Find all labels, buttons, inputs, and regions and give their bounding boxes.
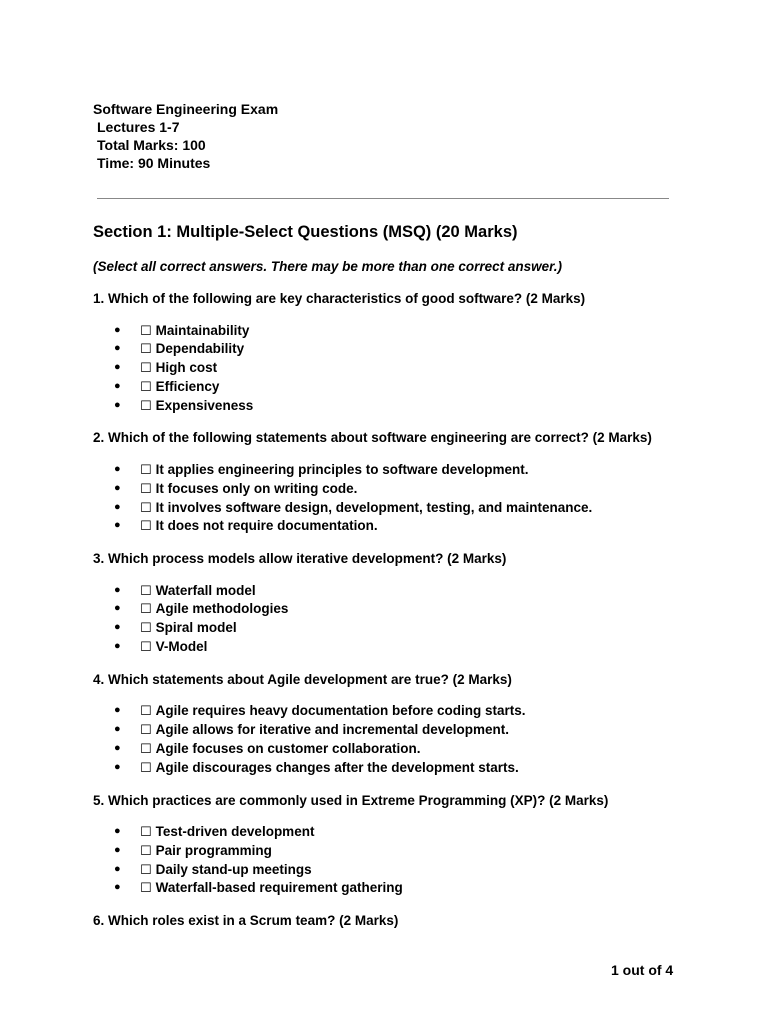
- checkbox-icon[interactable]: ☐: [140, 640, 152, 656]
- exam-lectures: Lectures 1-7: [97, 119, 180, 135]
- option-list: [93, 461, 683, 536]
- checkbox-icon[interactable]: ☐: [140, 825, 152, 841]
- option-list: [93, 582, 683, 657]
- option-label: It does not require documentation.: [155, 518, 378, 534]
- exam-header: [93, 100, 278, 172]
- option-label: Agile focuses on customer collaboration.: [155, 740, 421, 756]
- bullet-icon: ●: [114, 843, 121, 856]
- option-label: Test-driven development: [155, 824, 315, 840]
- option-label: Agile requires heavy documentation before coding starts.: [155, 703, 526, 719]
- option-item: [93, 619, 683, 638]
- question-text: 6. Which roles exist in a Scrum team? (2 Marks): [93, 913, 399, 929]
- checkbox-icon[interactable]: ☐: [140, 519, 152, 535]
- section-title: Section 1: Multiple-Select Questions (MSQ) (20 Marks): [93, 223, 518, 241]
- checkbox-icon[interactable]: ☐: [140, 621, 152, 637]
- checkbox-icon[interactable]: ☐: [140, 462, 152, 478]
- bullet-icon: ●: [114, 500, 121, 513]
- checkbox-icon[interactable]: ☐: [140, 602, 152, 618]
- option-item: [93, 823, 683, 842]
- bullet-icon: ●: [114, 704, 121, 717]
- option-item: [93, 759, 683, 778]
- option-label: Maintainability: [155, 322, 250, 338]
- option-label: Dependability: [155, 341, 245, 357]
- option-item: [93, 638, 683, 657]
- bullet-icon: ●: [114, 602, 121, 615]
- question-list: [93, 290, 683, 930]
- option-item: [93, 861, 683, 880]
- bullet-icon: ●: [114, 519, 121, 532]
- bullet-icon: ●: [114, 481, 121, 494]
- checkbox-icon[interactable]: ☐: [140, 481, 152, 497]
- checkbox-icon[interactable]: ☐: [140, 723, 152, 739]
- bullet-icon: ●: [114, 640, 121, 653]
- bullet-icon: ●: [114, 862, 121, 875]
- checkbox-icon[interactable]: ☐: [140, 843, 152, 859]
- bullet-icon: ●: [114, 398, 121, 411]
- option-label: Spiral model: [155, 620, 237, 636]
- option-label: Agile allows for iterative and incremental development.: [155, 722, 510, 738]
- option-label: Agile discourages changes after the development starts.: [155, 759, 519, 775]
- section-content: [93, 221, 683, 944]
- option-item: [93, 480, 683, 499]
- horizontal-divider: [97, 198, 669, 199]
- bullet-icon: ●: [114, 760, 121, 773]
- option-item: [93, 740, 683, 759]
- option-label: V-Model: [155, 639, 208, 655]
- option-label: Waterfall model: [155, 582, 256, 598]
- option-list: [93, 823, 683, 898]
- checkbox-icon[interactable]: ☐: [140, 379, 152, 395]
- bullet-icon: ●: [114, 583, 121, 596]
- bullet-icon: ●: [114, 323, 121, 336]
- option-item: [93, 702, 683, 721]
- option-label: Daily stand-up meetings: [155, 861, 312, 877]
- option-label: Efficiency: [155, 378, 220, 394]
- option-item: [93, 582, 683, 601]
- option-item: [93, 340, 683, 359]
- bullet-icon: ●: [114, 379, 121, 392]
- exam-time: Time: 90 Minutes: [97, 155, 211, 171]
- option-item: [93, 879, 683, 898]
- option-label: Expensiveness: [155, 397, 254, 413]
- option-item: [93, 378, 683, 397]
- question-text: 1. Which of the following are key characteristics of good software? (2 Marks): [93, 291, 586, 306]
- bullet-icon: ●: [114, 342, 121, 355]
- exam-title: Software Engineering Exam: [93, 101, 279, 117]
- checkbox-icon[interactable]: ☐: [140, 741, 152, 757]
- bullet-icon: ●: [114, 881, 121, 894]
- option-item: [93, 322, 683, 341]
- option-label: Pair programming: [155, 842, 272, 858]
- option-label: It applies engineering principles to software development.: [155, 461, 529, 477]
- checkbox-icon[interactable]: ☐: [140, 500, 152, 516]
- section-instructions: (Select all correct answers. There may be more than one correct answer.): [93, 259, 562, 274]
- option-label: Agile methodologies: [155, 601, 289, 617]
- option-list: [93, 322, 683, 416]
- bullet-icon: ●: [114, 462, 121, 475]
- checkbox-icon[interactable]: ☐: [140, 881, 152, 897]
- option-item: [93, 600, 683, 619]
- option-item: [93, 842, 683, 861]
- bullet-icon: ●: [114, 621, 121, 634]
- option-item: [93, 397, 683, 416]
- checkbox-icon[interactable]: ☐: [140, 342, 152, 358]
- page-number: 1 out of 4: [611, 962, 674, 978]
- bullet-icon: ●: [114, 825, 121, 838]
- exam-total-marks: Total Marks: 100: [97, 137, 206, 153]
- question-text: 3. Which process models allow iterative development? (2 Marks): [93, 551, 507, 567]
- checkbox-icon[interactable]: ☐: [140, 862, 152, 878]
- option-item: [93, 499, 683, 518]
- question-text: 4. Which statements about Agile development are true? (2 Marks): [93, 671, 512, 687]
- bullet-icon: ●: [114, 741, 121, 754]
- question-text: 2. Which of the following statements about software engineering are correct? (2 Marks): [93, 430, 652, 446]
- option-item: [93, 721, 683, 740]
- bullet-icon: ●: [114, 361, 121, 374]
- checkbox-icon[interactable]: ☐: [140, 583, 152, 599]
- bullet-icon: ●: [114, 723, 121, 736]
- checkbox-icon[interactable]: ☐: [140, 760, 152, 776]
- option-list: [93, 702, 683, 777]
- option-label: High cost: [155, 360, 218, 376]
- option-item: [93, 517, 683, 536]
- checkbox-icon[interactable]: ☐: [140, 398, 152, 414]
- option-item: [93, 359, 683, 378]
- option-label: Waterfall-based requirement gathering: [155, 880, 403, 896]
- option-label: It involves software design, development, testing, and maintenance.: [155, 499, 593, 515]
- checkbox-icon[interactable]: ☐: [140, 704, 152, 720]
- option-label: It focuses only on writing code.: [155, 480, 358, 496]
- option-item: [93, 461, 683, 480]
- question-text: 5. Which practices are commonly used in Extreme Programming (XP)? (2 Marks): [93, 792, 609, 808]
- checkbox-icon[interactable]: ☐: [140, 323, 152, 339]
- checkbox-icon[interactable]: ☐: [140, 361, 152, 377]
